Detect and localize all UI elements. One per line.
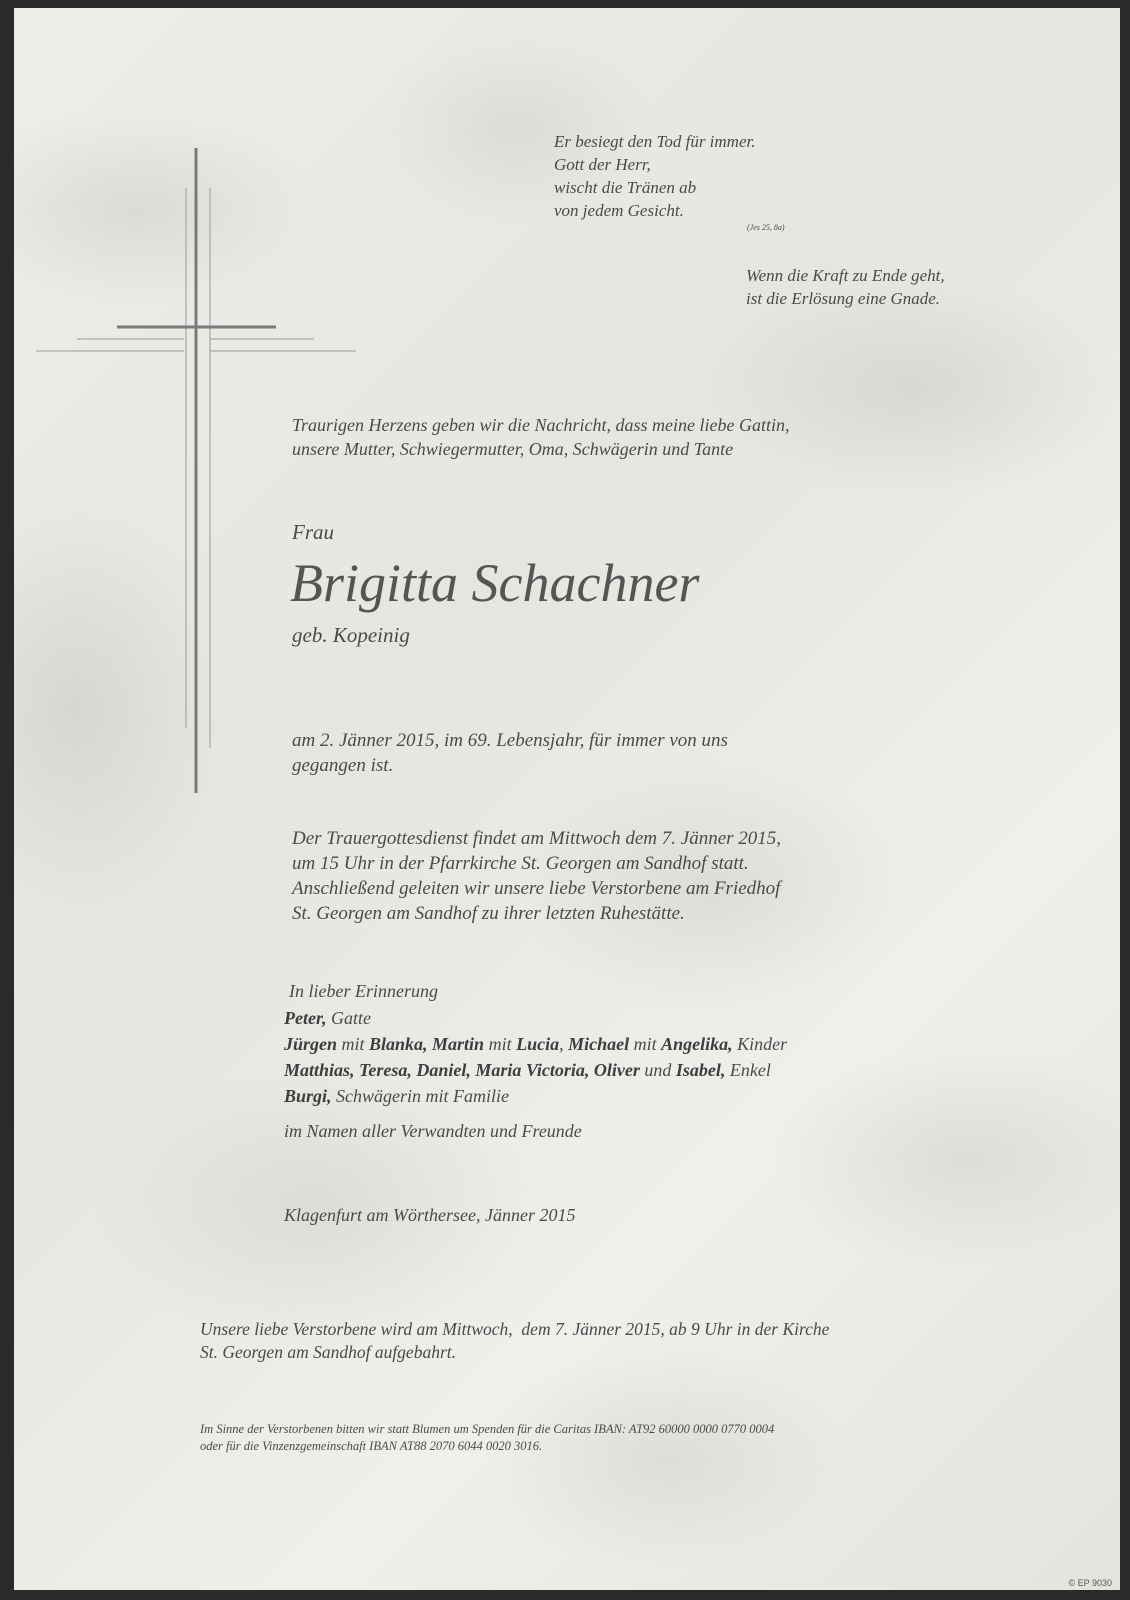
relatives-and-friends: im Namen aller Verwandten und Freunde (284, 1121, 582, 1141)
connector-text: mit (484, 1034, 517, 1054)
mourner-name: Lucia (516, 1034, 560, 1054)
mourner-line (284, 1005, 787, 1031)
viewing-notice (200, 1318, 829, 1364)
verse-line: Gott der Herr, (554, 155, 651, 174)
verse-line: Er besiegt den Tod für immer. (554, 132, 756, 151)
connector-text: mit (337, 1034, 370, 1054)
obituary-sheet (14, 8, 1120, 1590)
death-notice (292, 728, 728, 778)
mourner-line (284, 1031, 787, 1057)
funeral-service (292, 826, 781, 926)
mourner-relation: Kinder (732, 1034, 788, 1054)
intro-line: Traurigen Herzens geben wir die Nachricht, dass meine liebe Gattin, (292, 415, 790, 435)
verse-line: wischt die Tränen ab (554, 178, 697, 197)
mourner-name: Michael (568, 1034, 630, 1054)
connector-text: und (639, 1060, 676, 1080)
place-date: Klagenfurt am Wörthersee, Jänner 2015 (284, 1205, 576, 1225)
service-line: um 15 Uhr in der Pfarrkirche St. Georgen am Sandhof statt. (292, 853, 749, 874)
mourner-line (284, 1083, 787, 1109)
connector-text: mit (629, 1034, 662, 1054)
mourner-name: Peter, (284, 1008, 327, 1028)
deceased-title: Frau (292, 520, 334, 544)
motto (746, 264, 945, 310)
donation-line: oder für die Vinzenzgemeinschaft IBAN AT88 2070 6044 0020 3016. (200, 1439, 543, 1453)
bible-verse (554, 130, 756, 222)
donation-notice (200, 1421, 774, 1455)
mourner-name: Matthias, Teresa, Daniel, Maria Victoria, Oliver (284, 1060, 640, 1080)
mourner-name: Burgi, (284, 1086, 332, 1106)
mourner-relation: Enkel (725, 1060, 771, 1080)
mourner-relation: Schwägerin mit Familie (331, 1086, 510, 1106)
mourners-list (284, 1005, 787, 1109)
viewing-line: St. Georgen am Sandhof aufgebahrt. (200, 1342, 456, 1362)
mourner-name: Jürgen (284, 1034, 338, 1054)
death-line: am 2. Jänner 2015, im 69. Lebensjahr, für immer von uns (292, 730, 728, 751)
mourner-name: Angelika, (661, 1034, 733, 1054)
cross-icon (14, 8, 374, 808)
verse-reference: (Jes 25, 8a) (747, 223, 785, 232)
mourner-line (284, 1057, 787, 1083)
death-line: gegangen ist. (292, 755, 394, 776)
verse-line: von jedem Gesicht. (554, 201, 684, 220)
birth-name: geb. Kopeinig (292, 623, 410, 647)
mourner-relation: Gatte (326, 1008, 371, 1028)
connector-text: , (559, 1034, 569, 1054)
motto-line: Wenn die Kraft zu Ende geht, (746, 266, 945, 285)
mourner-name: Blanka, Martin (369, 1034, 485, 1054)
deceased-name: Brigitta Schachner (290, 553, 700, 613)
mourner-name: Isabel, (675, 1060, 726, 1080)
print-code: © EP 9030 (1068, 1578, 1112, 1588)
viewing-line: Unsere liebe Verstorbene wird am Mittwoch, dem 7. Jänner 2015, ab 9 Uhr in der Kirche (200, 1319, 830, 1339)
mourners-heading: In lieber Erinnerung (289, 981, 438, 1001)
service-line: Der Trauergottesdienst findet am Mittwoch dem 7. Jänner 2015, (292, 828, 782, 849)
announcement-intro (292, 413, 789, 461)
service-line: Anschließend geleiten wir unsere liebe Verstorbene am Friedhof (292, 878, 781, 899)
donation-line: Im Sinne der Verstorbenen bitten wir statt Blumen um Spenden für die Caritas IBAN: AT92 60000 0000 0770 0004 (200, 1422, 775, 1436)
intro-line: unsere Mutter, Schwiegermutter, Oma, Schwägerin und Tante (292, 439, 734, 459)
service-line: St. Georgen am Sandhof zu ihrer letzten Ruhestätte. (292, 903, 685, 924)
motto-line: ist die Erlösung eine Gnade. (746, 289, 941, 308)
